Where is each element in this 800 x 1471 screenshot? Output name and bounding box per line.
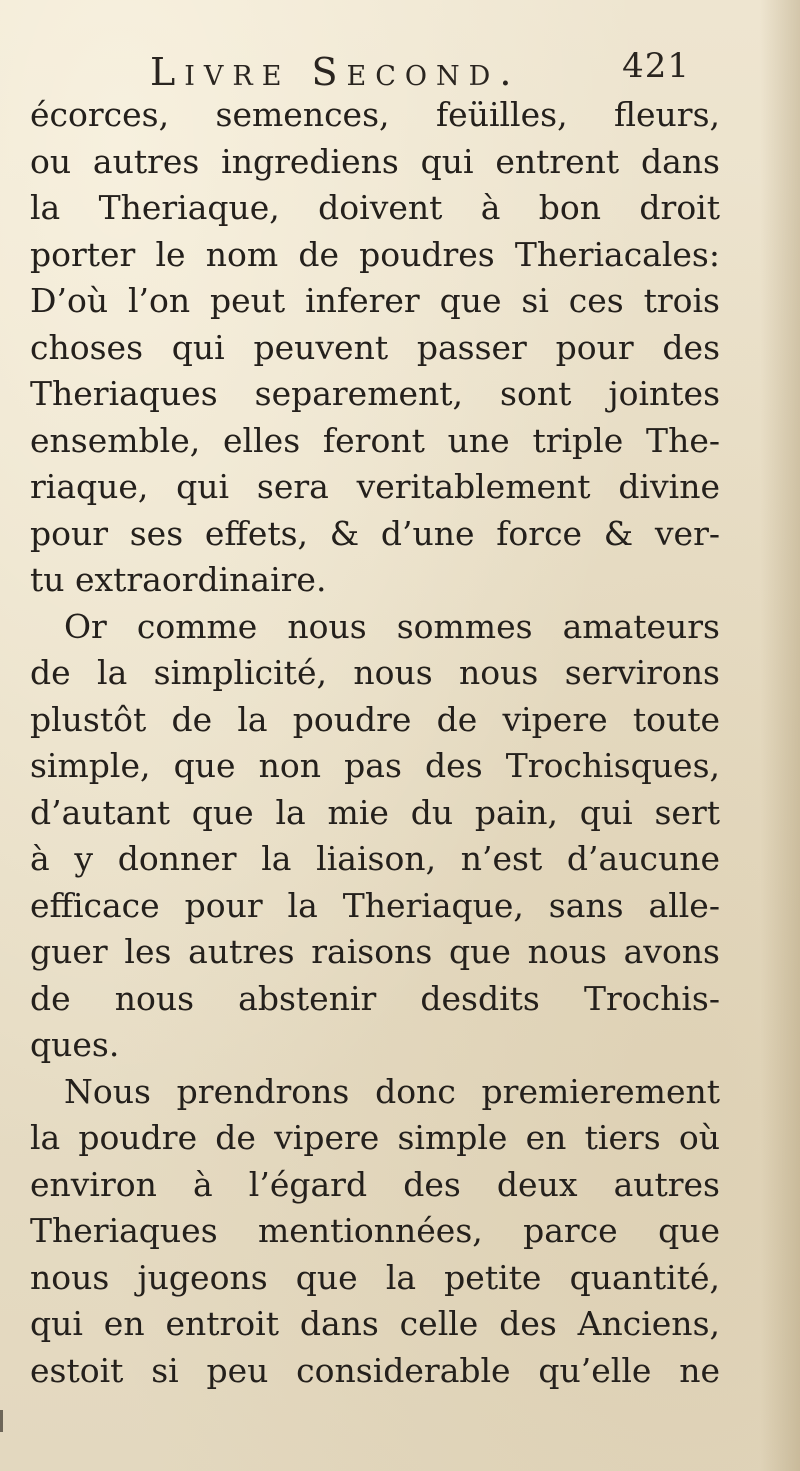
text-line: nous jugeons que la petite quantité,: [30, 1257, 720, 1297]
text-line: qui en entroit dans celle des Anciens,: [30, 1304, 720, 1343]
text-line: environ à l’égard des deux autres: [30, 1164, 720, 1204]
text-line: D’où l’on peut inferer que si ces trois: [30, 281, 720, 320]
body-text: [30, 92, 720, 1394]
text-line: la poudre de vipere simple en tiers où: [30, 1118, 720, 1157]
paragraph-start-line: Nous prendrons donc premierement: [64, 1071, 720, 1111]
text-line: de nous abstenir desdits Trochis-: [30, 978, 720, 1018]
text-line: d’autant que la mie du pain, qui sert: [30, 792, 720, 832]
text-line: ou autres ingrediens qui entrent dans: [30, 141, 720, 181]
text-line: simple, que non pas des Trochisques,: [30, 746, 720, 785]
text-line: riaque, qui sera veritablement divine: [30, 467, 720, 506]
text-line: Theriaques separement, sont jointes: [30, 374, 720, 413]
running-title: Livre Second.: [150, 50, 521, 94]
text-line: Theriaques mentionnées, parce que: [30, 1211, 720, 1250]
page-number: 421: [622, 46, 690, 86]
text-line: ensemble, elles feront une triple The-: [30, 420, 720, 460]
text-line: porter le nom de poudres Theriacales:: [30, 234, 720, 274]
text-line: pour ses effets, & d’une force & ver-: [30, 513, 720, 553]
text-line: estoit si peu considerable qu’elle ne: [30, 1350, 720, 1390]
running-head: [150, 40, 690, 98]
text-line: efficace pour la Theriaque, sans alle-: [30, 885, 720, 925]
text-line: guer les autres raisons que nous avons: [30, 932, 720, 971]
text-line: plustôt de la poudre de vipere toute: [30, 699, 720, 739]
text-line: la Theriaque, doivent à bon droit: [30, 188, 720, 227]
text-line: tu extraordinaire.: [30, 560, 327, 599]
margin-mark: [0, 1410, 3, 1432]
paragraph-start-line: Or comme nous sommes amateurs: [64, 606, 720, 646]
text-line: choses qui peuvent passer pour des: [30, 327, 720, 367]
text-line: écorces, semences, feüilles, fleurs,: [30, 95, 720, 134]
text-line: ques.: [30, 1025, 120, 1064]
text-line: à y donner la liaison, n’est d’aucune: [30, 839, 720, 878]
text-line: de la simplicité, nous nous servirons: [30, 653, 720, 692]
